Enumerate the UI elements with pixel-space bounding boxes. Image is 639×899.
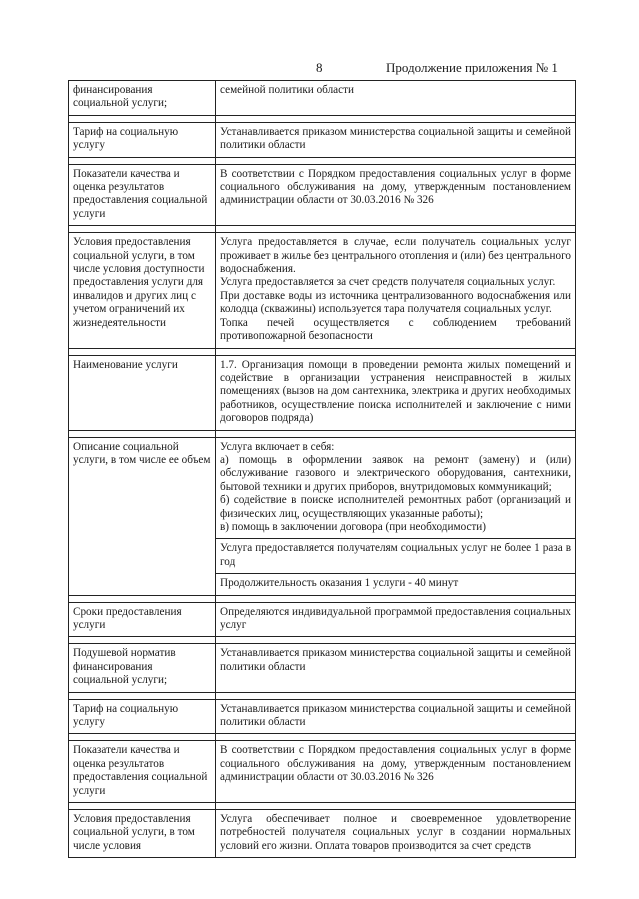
row-value: семейной политики области <box>216 81 576 116</box>
row-value: В соответствии с Порядком предоставления социальных услуг в форме социального обслуживания на дому, утвержденным постановлением администрации области от 30.03.2016 № 326 <box>216 164 576 226</box>
row-label: Условия предоставления социальной услуги, в том числе условия <box>69 810 216 858</box>
row-label: Описание социальной услуги, в том числе ее объем <box>69 437 216 595</box>
services-table <box>68 80 576 858</box>
table-row <box>69 699 576 734</box>
row-value: Продолжительность оказания 1 услуги - 40 минут <box>216 574 576 595</box>
row-label: Подушевой норматив финансирования социальной услуги; <box>69 644 216 692</box>
row-value: В соответствии с Порядком предоставления социальных услуг в форме социального обслуживания на дому, утвержденным постановлением администрации области от 30.03.2016 № 326 <box>216 741 576 803</box>
row-value: Устанавливается приказом министерства социальной защиты и семейной политики области <box>216 644 576 692</box>
row-label: Тариф на социальную услугу <box>69 699 216 734</box>
table-row <box>69 164 576 226</box>
row-label: Сроки предоставления услуги <box>69 602 216 637</box>
table-row <box>69 81 576 116</box>
table-row <box>69 810 576 858</box>
row-label: Показатели качества и оценка результатов предоставления социальной услуги <box>69 741 216 803</box>
table-row <box>69 437 576 539</box>
row-label: финансирования социальной услуги; <box>69 81 216 116</box>
table-row <box>69 644 576 692</box>
row-label: Показатели качества и оценка результатов предоставления социальной услуги <box>69 164 216 226</box>
row-label: Тариф на социальную услугу <box>69 122 216 157</box>
row-label: Условия предоставления социальной услуги, в том числе условия доступности предоставления услуги для инвалидов и других лиц с учетом ограничений их жизнедеятельности <box>69 233 216 348</box>
row-value: Услуга включает в себя: а) помощь в оформлении заявок на ремонт (замену) и (или) обслуживание газового и электрического оборудования, сантехники, бытовой техники и других приборов, внутридомовых коммуникаций; б) содействие в поиске исполнителей ремонтных работ (организаций и физических лиц, осуществляющих указанные работы); в) помощь в заключении договора (при необходимости) <box>216 437 576 539</box>
table-row <box>69 355 576 430</box>
row-label: Наименование услуги <box>69 355 216 430</box>
table-row <box>69 602 576 637</box>
page-header-title: Продолжение приложения № 1 <box>386 60 558 75</box>
row-value: Устанавливается приказом министерства социальной защиты и семейной политики области <box>216 699 576 734</box>
row-value: Услуга обеспечивает полное и своевременное удовлетворение потребностей получателя социальных услуг в создании нормальных условий его жизни. Оплата товаров производится за счет средств <box>216 810 576 858</box>
page-number: 8 <box>316 60 323 75</box>
row-value: 1.7. Организация помощи в проведении ремонта жилых помещений и содействие в организации устранения неисправностей в жилых помещениях (вызов на дом сантехника, электрика и других необходимых работников, осуществление поиска исполнителей и заключение с ними договоров подряда) <box>216 355 576 430</box>
row-value: Услуга предоставляется в случае, если получатель социальных услуг проживает в жилье без центрального отопления и (или) без центрального водоснабжения. Услуга предоставляется за счет средств получателя социальных услуг. При доставке воды из источника централизованного водоснабжения или колодца (скважины) используется тара получателя социальных услуг. Топка печей осуществляется с соблюдением требований противопожарной безопасности <box>216 233 576 348</box>
table-row <box>69 233 576 348</box>
row-value: Определяются индивидуальной программой предоставления социальных услуг <box>216 602 576 637</box>
table-row <box>69 741 576 803</box>
table-row <box>69 122 576 157</box>
row-value: Услуга предоставляется получателям социальных услуг не более 1 раза в год <box>216 539 576 574</box>
row-value: Устанавливается приказом министерства социальной защиты и семейной политики области <box>216 122 576 157</box>
